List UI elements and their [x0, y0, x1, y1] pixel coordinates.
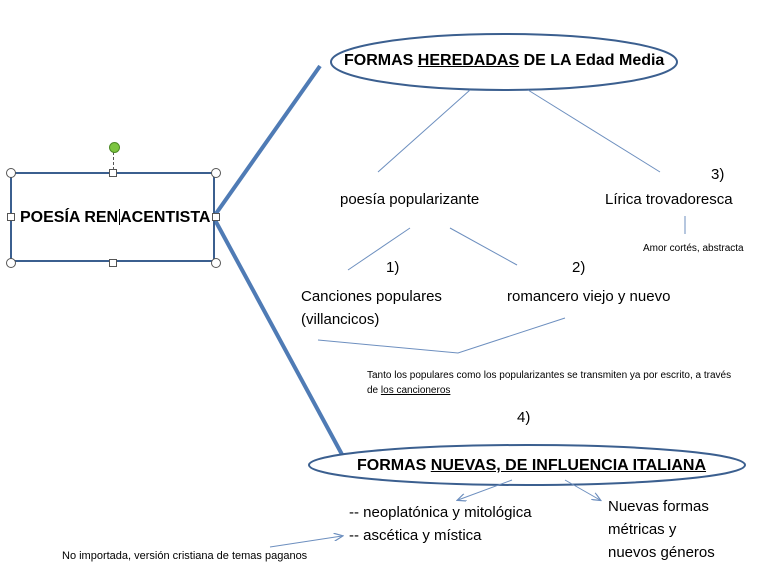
new-forms-label-underlined: NUEVAS, DE INFLUENCIA ITALIANA — [430, 457, 707, 474]
metrics-line3[interactable]: nuevos géneros — [608, 544, 715, 561]
inherited-label-underlined: HEREDADAS — [417, 52, 520, 69]
resize-handle-right[interactable] — [212, 213, 220, 221]
romancero-number: 2) — [572, 259, 586, 276]
resize-handle-top-left[interactable] — [6, 168, 16, 178]
main-connector-upper — [215, 66, 320, 215]
resize-handle-top-right[interactable] — [211, 168, 221, 178]
canciones-label-line1[interactable]: Canciones populares — [301, 288, 442, 305]
inherited-forms-label[interactable] — [344, 51, 664, 70]
canciones-number: 1) — [386, 259, 400, 276]
themes-line1[interactable]: -- neoplatónica y mitológica — [349, 504, 532, 521]
resize-handle-bottom-left[interactable] — [6, 258, 16, 268]
resize-handle-top[interactable] — [109, 169, 117, 177]
transmission-note-plain: de — [367, 385, 381, 396]
branch-to-trovadoresca — [528, 90, 660, 172]
trovadoresca-note: Amor cortés, abstracta — [643, 243, 744, 254]
root-label-part2: ACENTISTA — [120, 209, 211, 226]
branch-to-romancero — [450, 228, 517, 265]
branch-to-popularizante — [378, 90, 470, 172]
metrics-line1[interactable]: Nuevas formas — [608, 498, 709, 515]
resize-handle-left[interactable] — [7, 213, 15, 221]
new-forms-label[interactable] — [357, 456, 706, 475]
cancioneros-link[interactable]: los cancioneros — [380, 385, 451, 396]
canciones-label-line2[interactable]: (villancicos) — [301, 311, 380, 328]
resize-handle-bottom[interactable] — [109, 259, 117, 267]
transmission-note-line2 — [367, 385, 450, 397]
root-label[interactable] — [20, 208, 210, 227]
resize-handle-bottom-right[interactable] — [211, 258, 221, 268]
arrow-from-footnote — [270, 536, 342, 547]
branch-to-canciones — [348, 228, 410, 270]
popularizante-label[interactable]: poesía popularizante — [340, 191, 480, 208]
rotation-handle[interactable] — [109, 142, 120, 153]
main-connector-lower — [215, 220, 345, 460]
rotation-line — [113, 152, 114, 170]
new-forms-number: 4) — [517, 409, 531, 426]
trovadoresca-number: 3) — [711, 166, 725, 183]
trovadoresca-label[interactable]: Lírica trovadoresca — [605, 191, 733, 208]
romancero-label[interactable]: romancero viejo y nuevo — [507, 288, 671, 305]
footnote-label: No importada, versión cristiana de temas paganos — [62, 550, 308, 562]
transmission-note-line1: Tanto los populares como los popularizantes se transmiten ya por escrito, a través — [367, 370, 732, 381]
themes-line2[interactable]: -- ascética y mística — [349, 527, 482, 544]
metrics-line2[interactable]: métricas y — [608, 521, 677, 538]
root-label-part1: POESÍA REN — [20, 209, 119, 226]
new-forms-label-plain: FORMAS — [357, 457, 431, 474]
inherited-label-plain: FORMAS — [344, 52, 418, 69]
inherited-label-rest: DE LA Edad Media — [519, 52, 665, 69]
